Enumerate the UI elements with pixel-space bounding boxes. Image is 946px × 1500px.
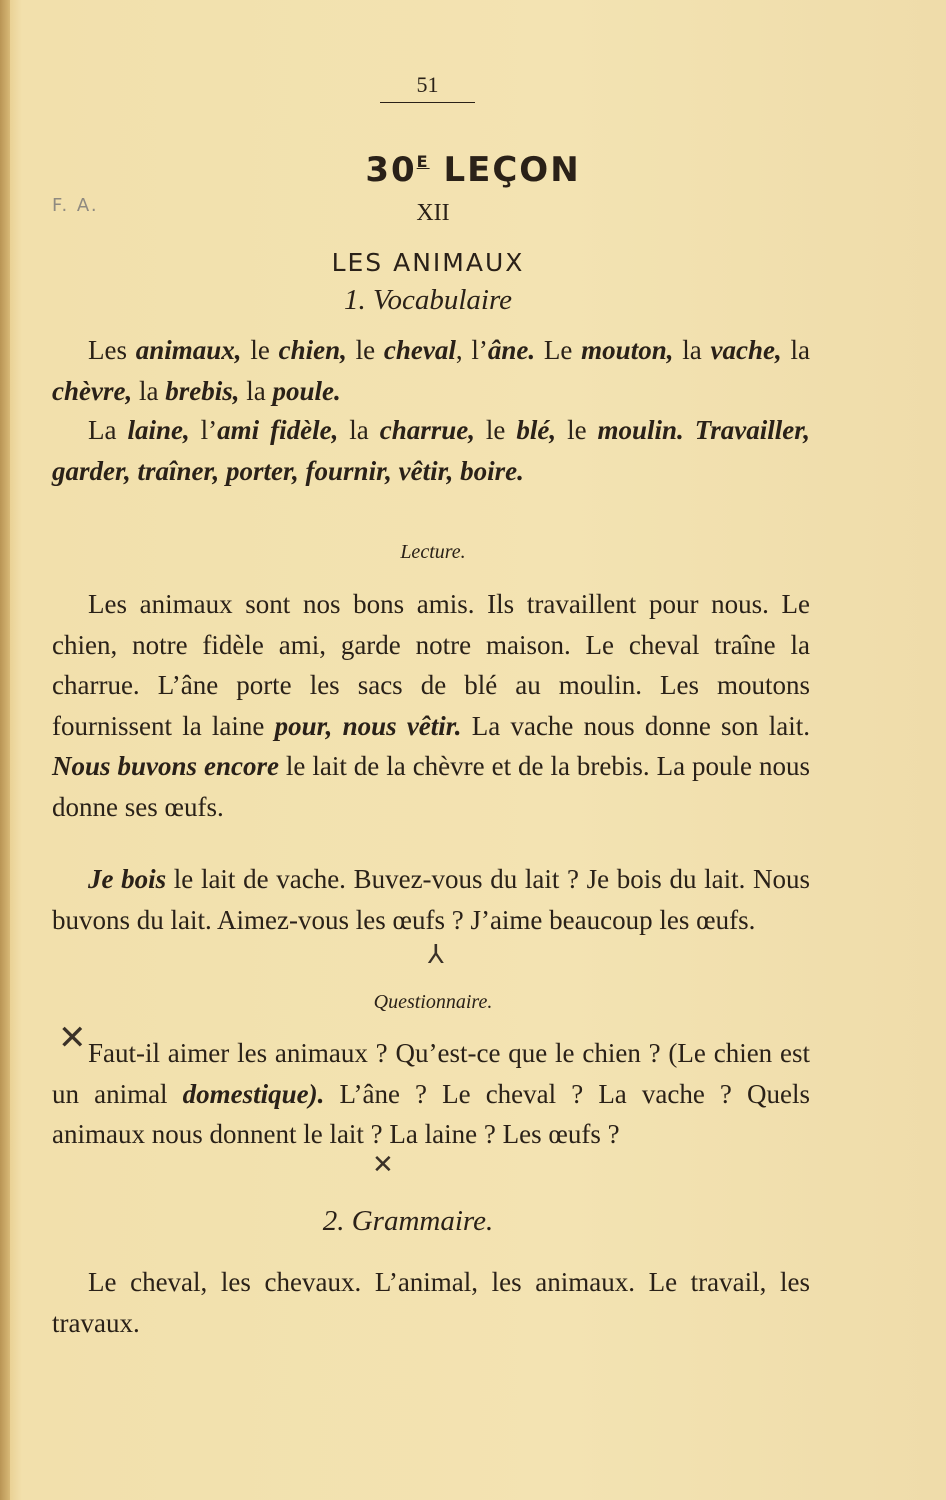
- emphasized-term: vache,: [710, 335, 782, 365]
- pencil-cross-mark-2: ✕: [372, 1150, 394, 1180]
- text-run: l’: [189, 415, 218, 445]
- emphasized-term: blé,: [516, 415, 557, 445]
- text-run: le lait de la chèvre et de la brebis. La poule nous donne ses œufs.: [52, 751, 811, 822]
- roman-numeral: XII: [416, 200, 450, 226]
- margin-pencil-note: F. A.: [52, 195, 99, 216]
- emphasized-term: pour, nous vêtir.: [274, 710, 462, 741]
- emphasized-term: ami fidèle,: [217, 415, 339, 445]
- pencil-cross-mark: ✕: [58, 1018, 87, 1058]
- emphasized-term: mouton,: [581, 335, 674, 365]
- text-run: le: [556, 415, 598, 445]
- lesson-title: [0, 150, 946, 190]
- emphasized-term: moulin.: [597, 415, 684, 445]
- emphasized-term: poule.: [272, 375, 341, 406]
- questionnaire-heading: Questionnaire.: [373, 991, 493, 1013]
- lecture-paragraph-1: [52, 584, 810, 827]
- emphasized-term: Travailler, garder, traîner, porter, fournir, vêtir, boire.: [52, 415, 811, 486]
- lecture-paragraph-2: [52, 859, 810, 940]
- text-run: L’âne ? Le cheval ? La vache ? Quels animaux nous donnent le lait ? La laine ? Les œufs ?: [52, 1078, 810, 1149]
- section-title: LES ANIMAUX: [331, 248, 525, 277]
- page-number: 51: [380, 72, 475, 103]
- vocabulary-paragraph-2: [52, 410, 810, 491]
- vocabulary-heading: 1. Vocabulaire: [343, 284, 513, 316]
- text-run: La vache nous donne son lait.: [461, 710, 810, 741]
- emphasized-term: chien,: [278, 335, 347, 365]
- emphasized-term: domestique).: [182, 1078, 325, 1109]
- lecture-heading: Lecture.: [400, 541, 466, 563]
- vocabulary-paragraph-1: [52, 330, 810, 411]
- emphasized-term: animaux,: [135, 335, 242, 365]
- text-run: le: [241, 335, 279, 365]
- lesson-number: 30: [365, 150, 417, 190]
- text-run: la: [239, 375, 273, 406]
- text-run: Les animaux sont nos bons amis. Ils travaillent pour nous. Le chien, notre fidèle ami, garde notre maison. Le cheval traîne la charrue. L’âne porte les sacs de blé au moulin. Les moutons fournissent la laine: [52, 589, 810, 741]
- text-run: le: [474, 415, 517, 445]
- grammar-heading: 2. Grammaire.: [322, 1205, 494, 1237]
- lesson-number-suffix: E: [416, 152, 430, 171]
- text-run: Les: [88, 335, 136, 365]
- lesson-word: LEÇON: [443, 150, 581, 190]
- text-run: Le cheval, les chevaux. L’animal, les animaux. Le travail, les travaux.: [52, 1267, 810, 1338]
- grammar-paragraph: [52, 1262, 810, 1343]
- text-run: la: [673, 335, 711, 365]
- text-run: le lait de vache. Buvez-vous du lait ? Je bois du lait. Nous buvons du lait. Aimez-vous les œufs ? J’aime beaucoup les œufs.: [52, 864, 810, 935]
- questionnaire-paragraph: [52, 1033, 810, 1155]
- emphasized-term: Je bois: [88, 864, 167, 894]
- emphasized-term: charrue,: [379, 415, 475, 445]
- text-run: Faut-il aimer les animaux ? Qu’est-ce que le chien ? (Le chien est un animal: [52, 1038, 810, 1109]
- pencil-check-mark: ⅄: [428, 940, 444, 970]
- text-run: la: [132, 375, 166, 406]
- emphasized-term: brebis,: [165, 375, 240, 406]
- text-run: la: [338, 415, 380, 445]
- emphasized-term: chèvre,: [52, 375, 133, 406]
- text-run: [684, 415, 695, 445]
- text-run: la: [781, 335, 810, 365]
- text-run: Le: [535, 335, 582, 365]
- text-run: La: [88, 415, 128, 445]
- text-run: , l’: [455, 335, 488, 365]
- emphasized-term: âne.: [487, 335, 536, 365]
- emphasized-term: cheval: [383, 335, 456, 365]
- emphasized-term: Nous buvons encore: [52, 751, 279, 781]
- text-run: le: [346, 335, 384, 365]
- emphasized-term: laine,: [127, 415, 190, 445]
